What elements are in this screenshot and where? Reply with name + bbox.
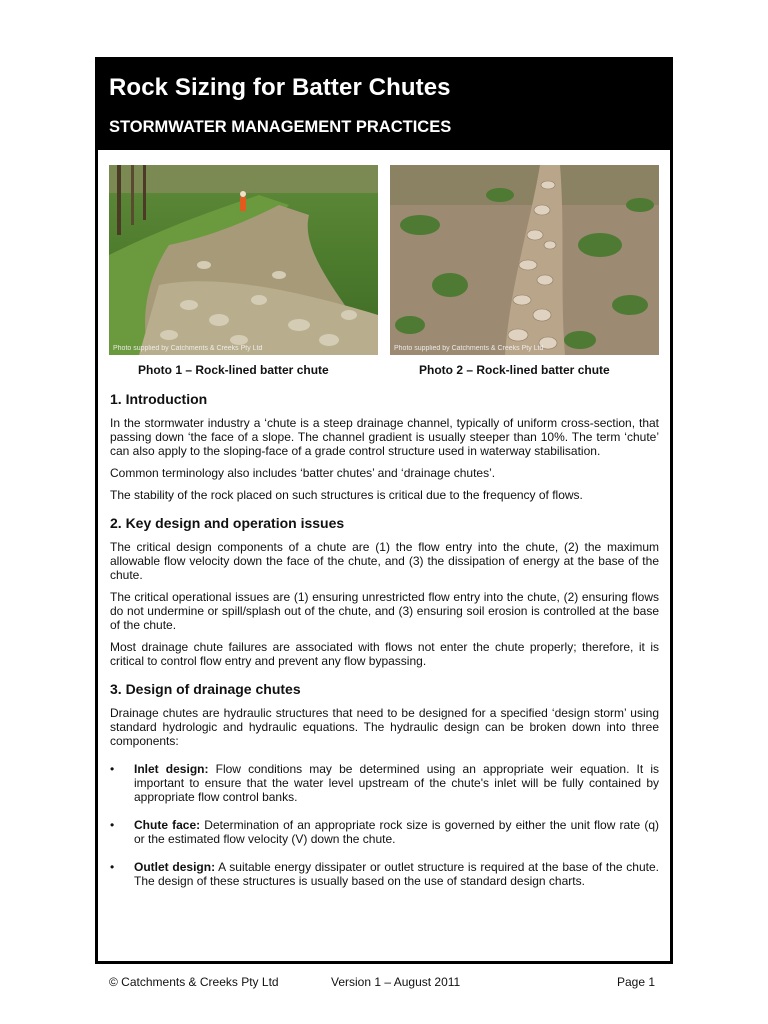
list-item-term: Chute face: <box>134 818 201 832</box>
section-1-paragraph-2: Common terminology also includes ‘batter chutes’ and ‘drainage chutes’. <box>110 466 496 480</box>
footer-page-number: Page 1 <box>617 975 656 989</box>
section-2-paragraph-1: The critical design components of a chute are (1) the flow entry into the chute, (2) the maximum allowable flow velocity down the face of the chute, and (3) the dissipation of energy at the base of the chute. <box>110 540 659 582</box>
photo-1-credit: Photo supplied by Catchments & Creeks Pty Ltd <box>113 345 263 352</box>
list-item-term: Outlet design: <box>134 860 216 874</box>
title-banner <box>98 60 670 150</box>
section-1-heading: 1. Introduction <box>110 391 208 407</box>
footer-version: Version 1 – August 2011 <box>331 975 461 989</box>
list-item-term: Inlet design: <box>134 762 209 776</box>
photo-2-credit: Photo supplied by Catchments & Creeks Pty Ltd <box>394 345 544 352</box>
list-item-outlet-design <box>110 860 659 888</box>
list-item-text: A suitable energy dissipater or outlet structure is required at the base of the chute. The design of these structures is usually based on the use of standard design charts. <box>134 860 659 888</box>
page-title: Rock Sizing for Batter Chutes <box>109 74 451 101</box>
section-1-paragraph-1: In the stormwater industry a ‘chute is a steep drainage channel, typically of uniform cross-section, that passing down ‘the face of a slope. The channel gradient is usually steeper than 10%. The term ‘chute’ can also apply to the sloping-face of a grade control structure used in waterway stabilisation. <box>110 416 659 458</box>
photo-2 <box>390 165 659 355</box>
document-body <box>110 391 659 902</box>
page-frame <box>95 57 673 964</box>
list-item-text: Determination of an appropriate rock size is governed by either the unit flow rate (q) or the estimated flow velocity (V) down the chute. <box>134 818 659 846</box>
section-3-heading: 3. Design of drainage chutes <box>110 681 301 697</box>
section-2-paragraph-2: The critical operational issues are (1) ensuring unrestricted flow entry into the chute, (2) ensuring flows do not undermine or spill/splash out of the chute, and (3) ensuring soil erosion is controlled at the base of the chute. <box>110 590 659 632</box>
section-1-paragraph-3: The stability of the rock placed on such structures is critical due to the frequency of flows. <box>110 488 583 502</box>
design-components-list <box>110 762 659 888</box>
photo-2-caption: Photo 2 – Rock-lined batter chute <box>419 363 610 377</box>
photo-1-caption: Photo 1 – Rock-lined batter chute <box>138 363 329 377</box>
list-item-chute-face <box>110 818 659 846</box>
section-3-paragraph-1: Drainage chutes are hydraulic structures that need to be designed for a specified ‘design storm’ using standard hydrologic and hydraulic equations. The hydraulic design can be broken down into three components: <box>110 706 659 748</box>
list-item-text: Flow conditions may be determined using an appropriate weir equation. It is important to ensure that the water level upstream of the chute's inlet will be fully contained by appropriate flow control banks. <box>134 762 660 804</box>
section-2-heading: 2. Key design and operation issues <box>110 515 345 531</box>
bullet-glyph: • <box>110 762 115 776</box>
page-subtitle: STORMWATER MANAGEMENT PRACTICES <box>109 118 452 136</box>
list-item-inlet-design <box>110 762 659 804</box>
bullet-glyph: • <box>110 818 115 832</box>
footer-copyright: © Catchments & Creeks Pty Ltd <box>109 975 279 989</box>
section-2-paragraph-3: Most drainage chute failures are associated with flows not enter the chute properly; therefore, it is critical to control flow entry and prevent any flow bypassing. <box>110 640 659 668</box>
bullet-glyph: • <box>110 860 115 874</box>
photo-1 <box>109 165 378 355</box>
